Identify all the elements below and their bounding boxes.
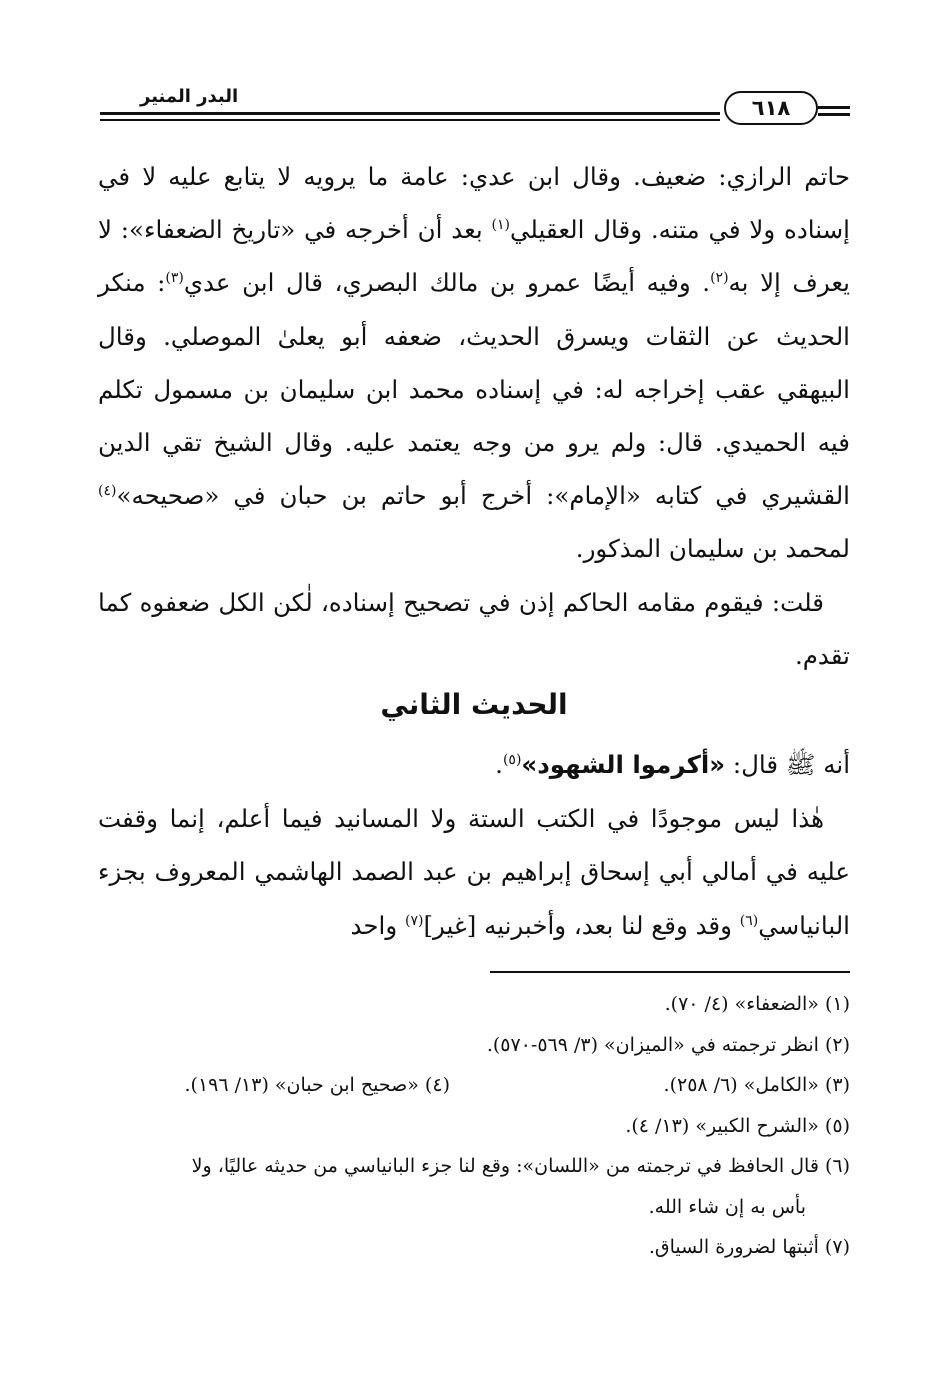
footnote-7: (٧) أثبتها لضرورة السياق. <box>648 1236 850 1258</box>
text-run: هٰذا ليس موجودًا في الكتب الستة ولا المسانيد فيما أعلم، إنما وقفت عليه في أمالي أبي إسحاق إبراهيم بن عبد الصمد الهاشمي المعروف بجزء البانياسي <box>98 803 850 940</box>
footnotes <box>98 984 850 1268</box>
paragraph-3 <box>98 792 850 953</box>
footnote-1: (١) «الضعفاء» (٤/ ٧٠). <box>664 993 850 1015</box>
header-rule-top <box>100 112 720 115</box>
text-run: واحد <box>350 910 405 940</box>
hadith-end: . <box>495 750 503 779</box>
footnote-2: (٢) انظر ترجمته في «الميزان» (٣/ ٥٦٩-٥٧٠). <box>486 1033 850 1056</box>
footnote-ref-7: (٧) <box>404 912 424 929</box>
text-run: : منكر الحديث عن الثقات ويسرق الحديث، ضعفه أبو يعلىٰ الموصلي. وقال البيهقي عقب إخراجه له: في إسناده محمد ابن سليمان بن مسمول تكلم فيه الحميدي. قال: ولم يرو من وجه يعتمد عليه. وقال الشيخ تقي الدين القشيري في كتابه «الإمام»: أخرج أبو حاتم بن حبان في «صحيحه» <box>98 268 850 511</box>
page-number: ٦١٨ <box>724 91 818 125</box>
body-text <box>98 150 850 682</box>
header-rule-bottom <box>100 119 720 121</box>
footnote-6-continued: بأس به إن شاء الله. <box>648 1195 806 1218</box>
paragraph-1 <box>98 150 850 576</box>
hadith-intro: أنه ﷺ قال: <box>725 750 850 779</box>
header-rule-right-top <box>818 106 850 109</box>
footnote-3: (٣) «الكامل» (٦/ ٢٥٨). <box>663 1074 850 1096</box>
footnote-6: (٦) قال الحافظ في ترجمته من «اللسان»: وقع لنا جزء البانياسي من حديثه عاليًا، ولا <box>191 1155 850 1177</box>
footnote-separator <box>490 971 850 973</box>
text-run: بعد أن أخرجه في «تاريخ الضعفاء»: لا يعرف إلا به <box>98 215 850 298</box>
hadith-line <box>98 738 850 792</box>
paragraph-2: قلت: فيقوم مقامه الحاكم إذن في تصحيح إسناده، لٰكن الكل ضعفوه كما تقدم. <box>98 587 850 670</box>
footnote-ref-6: (٦) <box>739 912 759 929</box>
page-header <box>100 86 850 130</box>
text-run: لمحمد بن سليمان المذكور. <box>575 534 850 564</box>
footnote-ref-2: (٢) <box>710 270 729 287</box>
text-run: . وفيه أيضًا عمرو بن مالك البصري، قال ابن عدي <box>183 268 711 298</box>
footnote-ref-3: (٣) <box>165 270 184 287</box>
text-run: حاتم الرازي: ضعيف. وقال ابن عدي: عامة ما يرويه لا يتابع عليه لا في إسناده ولا في متنه. وقال العقيلي <box>98 162 850 245</box>
section-body <box>98 738 850 952</box>
header-rule-right-bottom <box>818 113 850 116</box>
footnote-row-3-4 <box>98 1065 850 1106</box>
running-title: البدر المنير <box>140 86 239 107</box>
footnote-ref-4: (٤) <box>98 483 117 500</box>
hadith-text: «أكرموا الشهود» <box>521 750 726 779</box>
footnote-ref-1: (١) <box>491 217 510 234</box>
text-run: وقد وقع لنا بعد، وأخبرنيه [غير] <box>423 910 740 940</box>
footnote-4: (٤) «صحيح ابن حبان» (١٣/ ١٩٦). <box>184 1074 450 1096</box>
footnote-ref-5: (٥) <box>502 751 522 768</box>
footnote-5: (٥) «الشرح الكبير» (١٣/ ٤). <box>625 1114 850 1137</box>
section-heading: الحديث الثاني <box>380 688 568 721</box>
